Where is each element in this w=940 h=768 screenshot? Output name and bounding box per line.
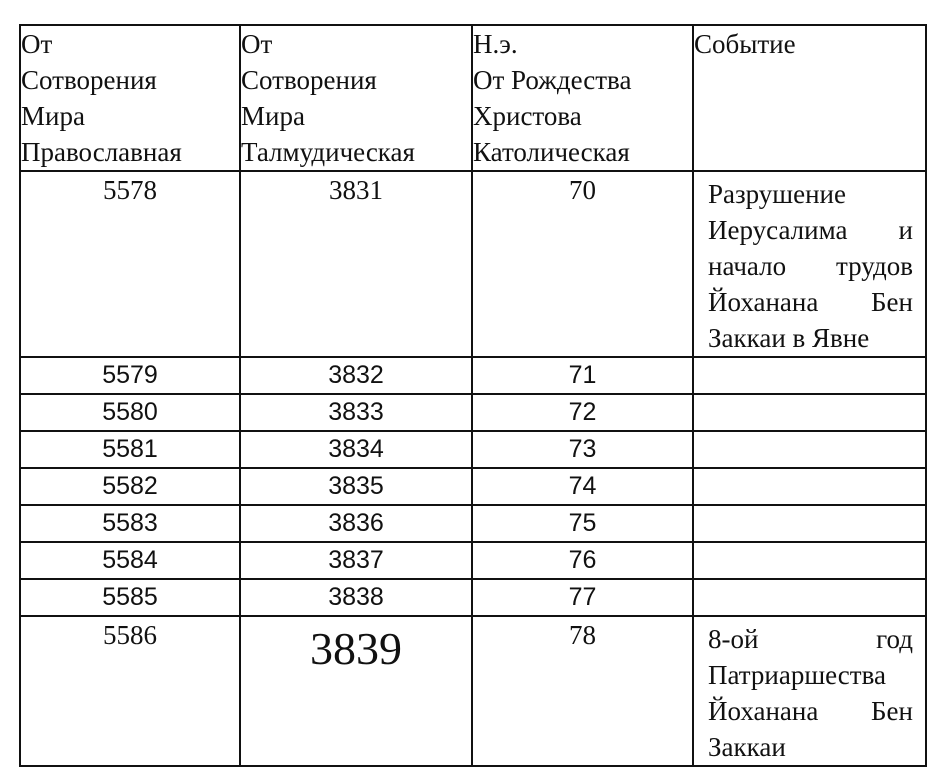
- header-line: Католическая: [473, 137, 630, 167]
- header-line: Сотворения: [21, 65, 157, 95]
- header-line: Мира: [21, 101, 85, 131]
- cell-event: [693, 171, 926, 357]
- cell-ce: 74: [472, 468, 693, 505]
- header-event: [693, 25, 926, 171]
- header-line: Сотворения: [241, 65, 377, 95]
- header-talmudic: [240, 25, 472, 171]
- event-line: 8-ой год: [708, 624, 913, 654]
- cell-orthodox: 5583: [20, 505, 240, 542]
- cell-orthodox: 5582: [20, 468, 240, 505]
- header-line: Христова: [473, 101, 582, 131]
- cell-talmudic: 3831: [240, 171, 472, 357]
- cell-ce: 73: [472, 431, 693, 468]
- cell-talmudic: 3834: [240, 431, 472, 468]
- header-line: Православная: [21, 137, 182, 167]
- table-row: [20, 394, 926, 431]
- cell-talmudic: 3833: [240, 394, 472, 431]
- table-row: [20, 171, 926, 357]
- cell-orthodox: 5579: [20, 357, 240, 394]
- table-row: [20, 579, 926, 616]
- header-orthodox: [20, 25, 240, 171]
- cell-event: [693, 616, 926, 766]
- event-line: Заккаи: [708, 732, 786, 762]
- header-line: От Рождества: [473, 65, 632, 95]
- cell-ce: 78: [472, 616, 693, 766]
- table-row: [20, 616, 926, 766]
- header-line: От: [241, 29, 273, 59]
- highlighted-year: 3839: [310, 623, 402, 674]
- header-line: Талмудическая: [241, 137, 415, 167]
- cell-orthodox: 5581: [20, 431, 240, 468]
- cell-orthodox: 5580: [20, 394, 240, 431]
- cell-event: [693, 579, 926, 616]
- event-line: Йоханана Бен: [708, 287, 913, 317]
- cell-orthodox: 5585: [20, 579, 240, 616]
- event-line: Заккаи в Явне: [708, 323, 870, 353]
- header-line: Н.э.: [473, 29, 518, 59]
- cell-talmudic: [240, 616, 472, 766]
- cell-talmudic: 3835: [240, 468, 472, 505]
- header-ce: [472, 25, 693, 171]
- cell-event: [693, 468, 926, 505]
- table-row: [20, 357, 926, 394]
- header-line: Мира: [241, 101, 305, 131]
- cell-orthodox: 5586: [20, 616, 240, 766]
- cell-ce: 71: [472, 357, 693, 394]
- table-row: [20, 542, 926, 579]
- cell-ce: 75: [472, 505, 693, 542]
- cell-ce: 76: [472, 542, 693, 579]
- cell-talmudic: 3832: [240, 357, 472, 394]
- cell-ce: 77: [472, 579, 693, 616]
- table-row: [20, 468, 926, 505]
- header-line: Событие: [694, 29, 796, 59]
- cell-talmudic: 3837: [240, 542, 472, 579]
- cell-orthodox: 5578: [20, 171, 240, 357]
- event-line: начало трудов: [708, 251, 913, 281]
- cell-event: [693, 394, 926, 431]
- cell-ce: 72: [472, 394, 693, 431]
- cell-orthodox: 5584: [20, 542, 240, 579]
- cell-event: [693, 357, 926, 394]
- event-line: Патриаршества: [708, 660, 886, 690]
- cell-talmudic: 3836: [240, 505, 472, 542]
- event-line: Разрушение: [708, 179, 846, 209]
- table-row: [20, 505, 926, 542]
- cell-event: [693, 505, 926, 542]
- table-header-row: [20, 25, 926, 171]
- cell-event: [693, 431, 926, 468]
- event-line: Йоханана Бен: [708, 696, 913, 726]
- event-line: Иерусалима и: [708, 215, 913, 245]
- chronology-table: [19, 24, 927, 767]
- cell-talmudic: 3838: [240, 579, 472, 616]
- table-row: [20, 431, 926, 468]
- cell-event: [693, 542, 926, 579]
- header-line: От: [21, 29, 53, 59]
- cell-ce: 70: [472, 171, 693, 357]
